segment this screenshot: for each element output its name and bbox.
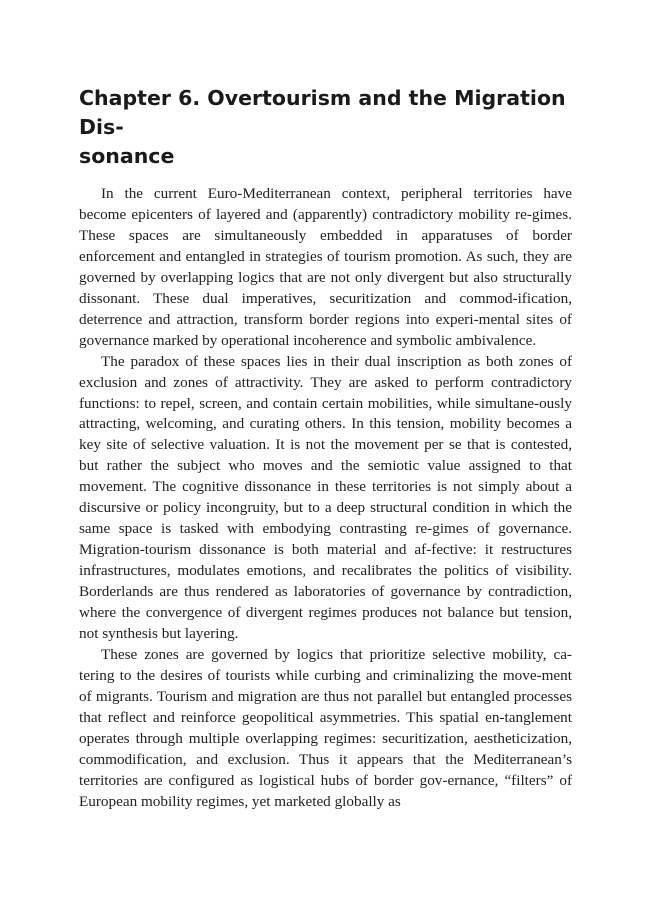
chapter-title-line-1: Chapter 6. Overtourism and the Migration Dis- <box>79 86 566 139</box>
paragraph-1: In the current Euro-Mediterranean context, peripheral territories have become epicenters of layered and (apparently) contradictory mobility re-gimes. These spaces are simultaneously embedded in apparatuses of border enforcement and entangled in strategies of tourism promotion. As such, they are governed by overlapping logics that are not only divergent but also structurally dissonant. These dual imperatives, securitization and commod-ification, deterrence and attraction, transform border regions into experi-mental sites of governance marked by operational incoherence and symbolic ambivalence. <box>79 185 572 349</box>
paragraph-3: These zones are governed by logics that prioritize selective mobility, ca-tering to the desires of tourists while curbing and criminalizing the move-ment of migrants. Tourism and migration are thus not parallel but entangled processes that reflect and reinforce geopolitical asymmetries. This spatial en-tanglement operates through multiple overlapping regimes: securitization, aestheticization, commodification, and exclusion. Thus it appears that the Mediterranean’s territories are configured as logistical hubs of border gov-ernance, “filters” of European mobility regimes, yet marketed globally as <box>79 645 572 810</box>
chapter-body <box>79 184 572 813</box>
chapter-title <box>79 84 579 171</box>
chapter-title-line-2: sonance <box>79 144 175 168</box>
paragraph-2: The paradox of these spaces lies in their dual inscription as both zones of exclusion and zones of attractivity. They are asked to perform contradictory functions: to repel, screen, and contain certain mobilities, while simultane-ously attracting, welcoming, and curating others. In this tension, mobility becomes a key site of selective valuation. It is not the movement per se that is contested, but rather the subject who moves and the semiotic value assigned to that movement. The cognitive dissonance in these territories is not simply about a discursive or policy incongruity, but to a deep structural condition in which the same space is tasked with embodying contrasting re-gimes of governance. Migration-tourism dissonance is both material and af-fective: it restructures infrastructures, modulates emotions, and recalibrates the politics of visibility. Borderlands are thus rendered as laboratories of governance by contradiction, where the convergence of divergent regimes produces not balance but tension, not synthesis but layering. <box>79 352 572 643</box>
